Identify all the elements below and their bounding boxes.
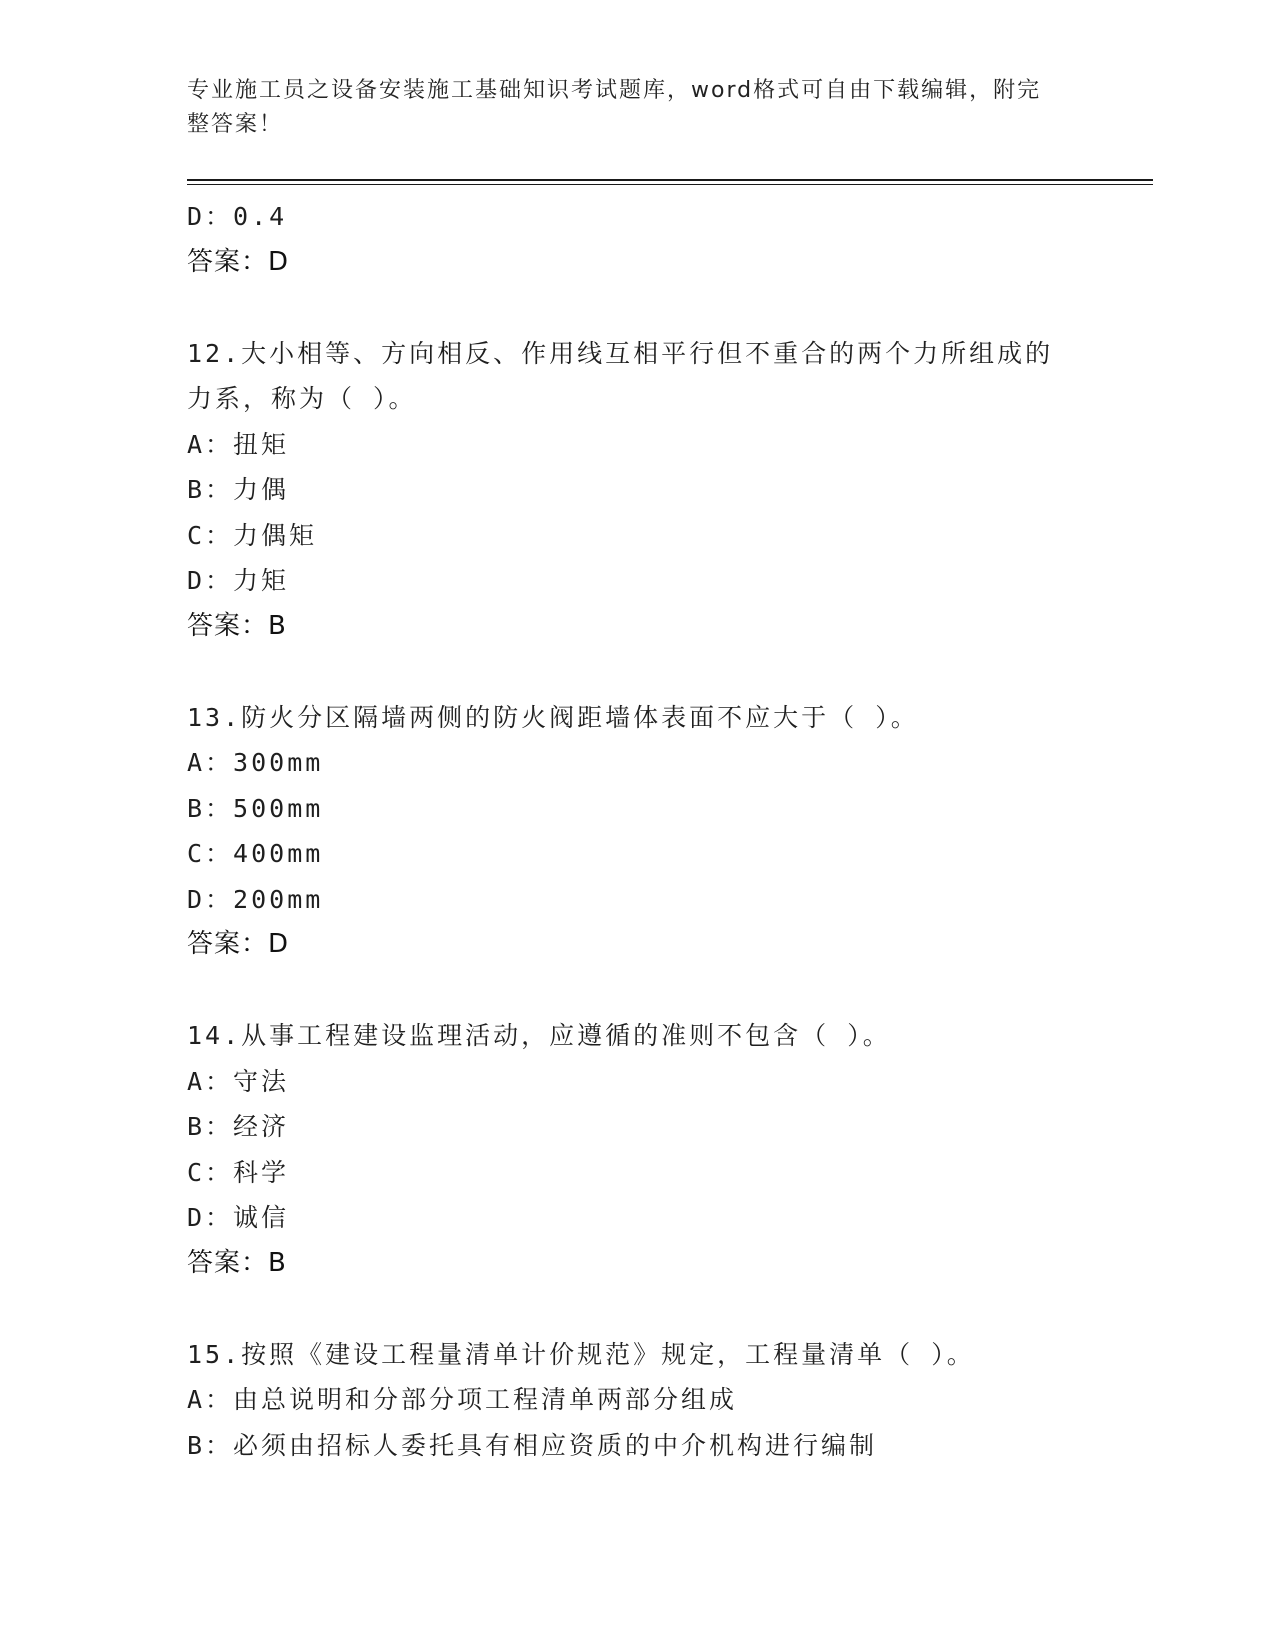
header-title-line-1: 专业施工员之设备安装施工基础知识考试题库，word格式可自由下载编辑，附完 — [187, 78, 1042, 103]
question-14 — [187, 1013, 1153, 1286]
spacer — [187, 1286, 1153, 1332]
question-stem: 15.按照《建设工程量清单计价规范》规定，工程量清单（ ）。 — [187, 1339, 975, 1369]
question-list — [187, 194, 1153, 1468]
option-c: C：力偶矩 — [187, 520, 318, 550]
question-stem-continued: 力系，称为（ ）。 — [187, 384, 417, 413]
option-a: A：守法 — [187, 1066, 290, 1096]
option-b: B：500mm — [187, 793, 324, 823]
option-b: B：经济 — [187, 1112, 290, 1141]
question-stem: 14.从事工程建设监理活动，应遵循的准则不包含（ ）。 — [187, 1021, 891, 1050]
option-d: D：0.4 — [187, 202, 288, 231]
answer-line: 答案：B — [187, 610, 287, 641]
header-divider-top — [187, 179, 1153, 181]
question-13 — [187, 695, 1153, 968]
question-12 — [187, 331, 1153, 650]
question-stem: 13.防火分区隔墙两侧的防火阀距墙体表面不应大于（ ）。 — [187, 702, 919, 732]
option-a: A：300mm — [187, 748, 324, 777]
page-header — [187, 74, 1067, 142]
option-a: A：由总说明和分部分项工程清单两部分组成 — [187, 1385, 738, 1414]
answer-line: 答案：D — [187, 929, 290, 959]
previous-question-tail — [187, 194, 1153, 285]
option-d: D：力矩 — [187, 566, 290, 595]
answer-line: 答案：B — [187, 1247, 287, 1278]
option-d: D：200mm — [187, 884, 324, 914]
header-title-line-2: 整答案！ — [187, 112, 284, 137]
option-b: B：必须由招标人委托具有相应资质的中介机构进行编制 — [187, 1430, 878, 1460]
spacer — [187, 649, 1153, 695]
option-c: C：科学 — [187, 1157, 290, 1187]
question-15 — [187, 1332, 1153, 1469]
option-d: D：诚信 — [187, 1203, 290, 1232]
option-a: A：扭矩 — [187, 429, 290, 459]
spacer — [187, 285, 1153, 331]
header-divider-bottom — [187, 184, 1153, 185]
answer-line: 答案：D — [187, 246, 290, 277]
option-c: C：400mm — [187, 839, 324, 868]
option-b: B：力偶 — [187, 475, 290, 504]
question-stem: 12.大小相等、方向相反、作用线互相平行但不重合的两个力所组成的 — [187, 338, 1054, 368]
spacer — [187, 968, 1153, 1014]
